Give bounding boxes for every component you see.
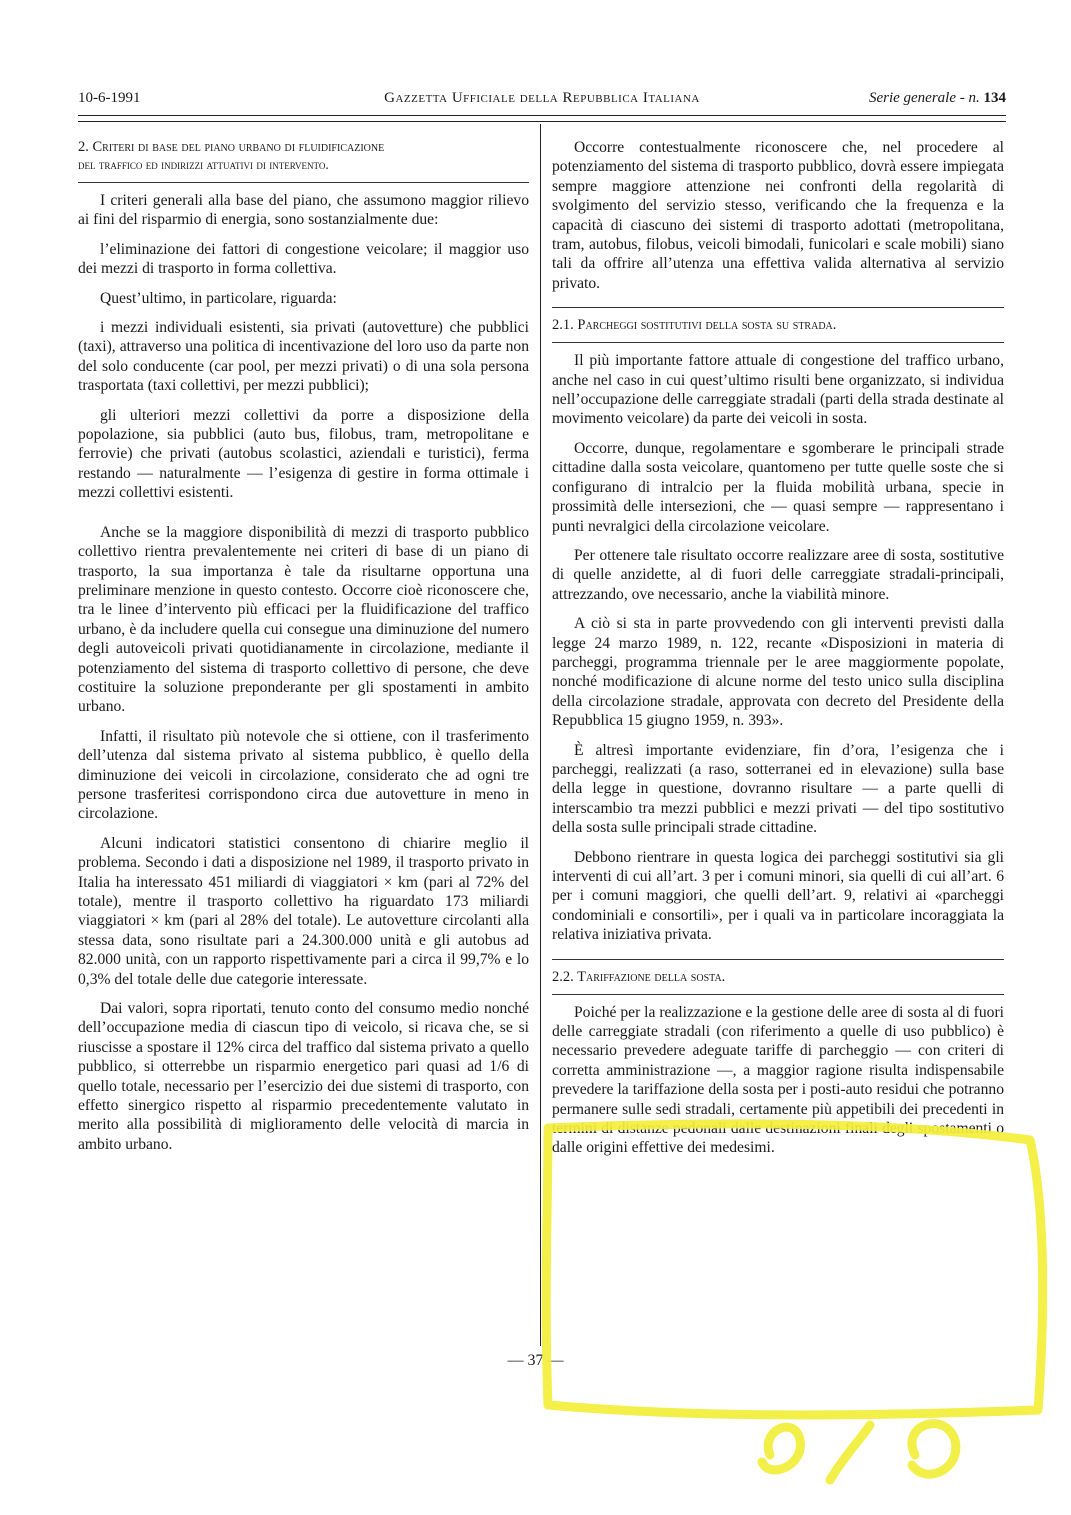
paragraph: Debbono rientrare in questa logica dei parcheggi sostitutivi sia gli interventi di cui all’art. 3 per i comuni minori, sia quelli di cui all’art. 6 per i comuni maggiori, che quelli dell’art. 9, relativi ai «parcheggi condominiali e consortili», per i quali va in particolare incoraggiata la relativa iniziativa privata. — [552, 848, 1004, 944]
heading-separator — [552, 994, 1004, 995]
page-number: — 37 — — [507, 1352, 564, 1369]
paragraph: Infatti, il risultato più notevole che si ottiene, con il trasferimento dell’utenza dal sistema privato al sistema pubblico, è quello della diminuzione dei veicoli in circolazione, considerato che ad ogni tre persone trasferitesi corrispondono circa due autovetture in meno in circolazione. — [78, 727, 529, 823]
section-heading-2 — [78, 138, 529, 174]
header-date: 10-6-1991 — [78, 90, 141, 106]
paragraph: Quest’ultimo, in particolare, riguarda: — [100, 289, 337, 307]
highlight-scribble-3 — [912, 1424, 956, 1474]
section-heading-2-1: 2.1. Parcheggi sostitutivi della sosta su strada. — [552, 317, 837, 334]
series-prefix: Serie generale - n. — [868, 90, 980, 106]
paragraph: l’eliminazione dei fattori di congestione veicolare; il maggior uso dei mezzi di trasporto in forma collettiva. — [78, 240, 529, 278]
highlight-scribble-1 — [762, 1427, 800, 1470]
section-heading-line2: del traffico ed indirizzi attuativi di intervento. — [78, 157, 329, 172]
page-header — [78, 90, 1006, 110]
left-column — [78, 138, 529, 1154]
header-series — [869, 90, 1006, 107]
section-heading-2-2: 2.2. Tariffazione della sosta. — [552, 968, 726, 985]
paragraph: Per ottenere tale risultato occorre realizzare aree di sosta, sostitutive di quelle anzidette, al di fuori delle carreggiate stradali-principali, attrezzando, ove necessario, anche la viabilità minore. — [552, 546, 1004, 603]
header-title: Gazzetta Ufficiale della Repubblica Italiana — [384, 90, 700, 106]
header-rule-top — [78, 115, 1006, 116]
paragraph: Occorre, dunque, regolamentare e sgomberare le principali strade cittadine dalla sosta veicolare, quantomeno per tutte quelle soste che si configurano di intralcio per la fluida mobilità urbana, specie in prossimità delle intersezioni, che — quasi sempre — rappresentano i punti nevralgici della circolazione veicolare. — [552, 439, 1004, 535]
series-number: 134 — [983, 90, 1006, 106]
paragraph: i mezzi individuali esistenti, sia privati (autovetture) che pubblici (taxi), attraverso una politica di incentivazione del loro uso da parte non del solo conducente (car pool, per mezzi privati) o di una sola persona trasportata (taxi collettivi, per mezzi pubblici); — [78, 319, 529, 395]
section-heading-line1: 2. Criteri di base del piano urbano di fluidificazione — [78, 139, 385, 155]
highlight-scribble-2 — [830, 1425, 870, 1480]
paragraph: Anche se la maggiore disponibilità di mezzi di trasporto pubblico collettivo rientra prevalentemente nei criteri di base di un piano di trasporto, la sua importanza è tale da risultarne opportuna una preliminare menzione in questo contesto. Occorre cioè riconoscere che, tra le linee d’intervento più efficaci per la fluidificazione del traffico urbano, è da includere quella cui consegue una diminuzione del numero degli autoveicoli privati quotidianamente in circolazione, mediante il potenziamento del sistema di trasporto collettivo di persone, che deve costituire la soluzione preponderante per gli spostamenti in ambito urbano. — [78, 523, 529, 716]
paragraph: Alcuni indicatori statistici consentono di chiarire meglio il problema. Secondo i dati a disposizione nel 1989, il trasporto privato in Italia ha interessato 451 miliardi di viaggiatori × km (pari al 72% del totale), mentre il trasporto collettivo ha riguardato 173 miliardi viaggiatori × km (pari al 28% del totale). Le autovetture circolanti alla stessa data, sono risultate pari a 24.300.000 unità e gli autobus ad 82.000 unità, con un rapporto rispettivamente pari a circa il 99,7% e lo 0,3% del totale delle due categorie interessate. — [78, 834, 529, 988]
header-rule-bottom — [78, 121, 1006, 122]
heading-separator — [552, 959, 1004, 960]
paragraph: A ciò si sta in parte provvedendo con gli interventi previsti dalla legge 24 marzo 1989, n. 122, recante «Disposizioni in materia di parcheggi, programma triennale per le aree maggiormente popolate, nonché modificazione di alcune norme del testo unico sulla disciplina della circolazione stradale, approvata con decreto del Presidente della Repubblica 15 giugno 1959, n. 393». — [552, 615, 1004, 730]
heading-separator — [78, 182, 529, 183]
paragraph: Il più importante fattore attuale di congestione del traffico urbano, anche nel caso in cui quest’ultimo risulti bene organizzato, si individua nell’occupazione delle carreggiate stradali (parti della strada destinate al movimento veicolare) da parte dei veicoli in sosta. — [552, 352, 1004, 428]
heading-separator — [552, 307, 1004, 308]
paragraph: Dai valori, sopra riportati, tenuto conto del consumo medio nonché dell’occupazione media di ciascun tipo di veicolo, si ricava che, se si riuscisse a spostare il 12% circa del traffico dal sistema privato a quello pubblico, si otterrebbe un risparmio energetico pari quasi ad 1/6 di quello totale, necessario per l’esercizio dei due sistemi di trasporto, con effetto sinergico rispetto al risparmio precedentemente valutato in merito alla possibilità di miglioramento delle velocità di marcia in ambito urbano. — [78, 1000, 529, 1153]
right-column — [552, 138, 1004, 1158]
paragraph: gli ulteriori mezzi collettivi da porre a disposizione della popolazione, sia pubblici (auto bus, filobus, tram, metropolitane e ferrovie) che privati (autobus scolastici, aziendali e turistici), ferma restando — naturalmente — l’esigenza di gestire in forma ottimale i mezzi collettivi esistenti. — [78, 406, 529, 502]
column-divider — [540, 124, 541, 1346]
paragraph: I criteri generali alla base del piano, che assumono maggior rilievo ai fini del risparmio di energia, sono sostanzialmente due: — [78, 192, 529, 229]
paragraph: Poiché per la realizzazione e la gestione delle aree di sosta al di fuori delle carreggiate stradali (con riferimento a quelle di uso pubblico) è necessario prevedere adeguate tariffe di parcheggio — con criteri di corretta amministrazione —, a maggior ragione risulta indispensabile prevedere la tariffazione della sosta per i posti-auto residui che potranno permanere sulle sedi stradali, certamente più appetibili dei precedenti in termini di distanze pedonali dalle destinazioni finali degli spostamenti o dalle origini effettive dei medesimi. — [552, 1003, 1004, 1157]
paragraph: Occorre contestualmente riconoscere che, nel procedere al potenziamento del sistema di trasporto pubblico, dovrà essere impiegata sempre maggiore attenzione nei confronti della regolarità di svolgimento del servizio stesso, verificando che la frequenza e la capacità di ciascuno dei sistemi di trasporto adottati (metropolitana, tram, autobus, filobus, veicoli bimodali, funicolari e scale mobili) siano tali da offrire all’utenza una effettiva valida alternativa al servizio privato. — [552, 139, 1004, 292]
highlight-box-stroke — [546, 1124, 1042, 1415]
paragraph: È altresì importante evidenziare, fin d’ora, l’esigenza che i parcheggi, realizzati (a raso, sotterranei ed in elevazione) sulla base della legge in questione, dovranno risultare — a parte quelli di interscambio tra mezzi pubblici e mezzi privati — del tipo sostitutivo della sosta sulle principali strade cittadine. — [552, 741, 1004, 837]
heading-separator — [552, 342, 1004, 343]
